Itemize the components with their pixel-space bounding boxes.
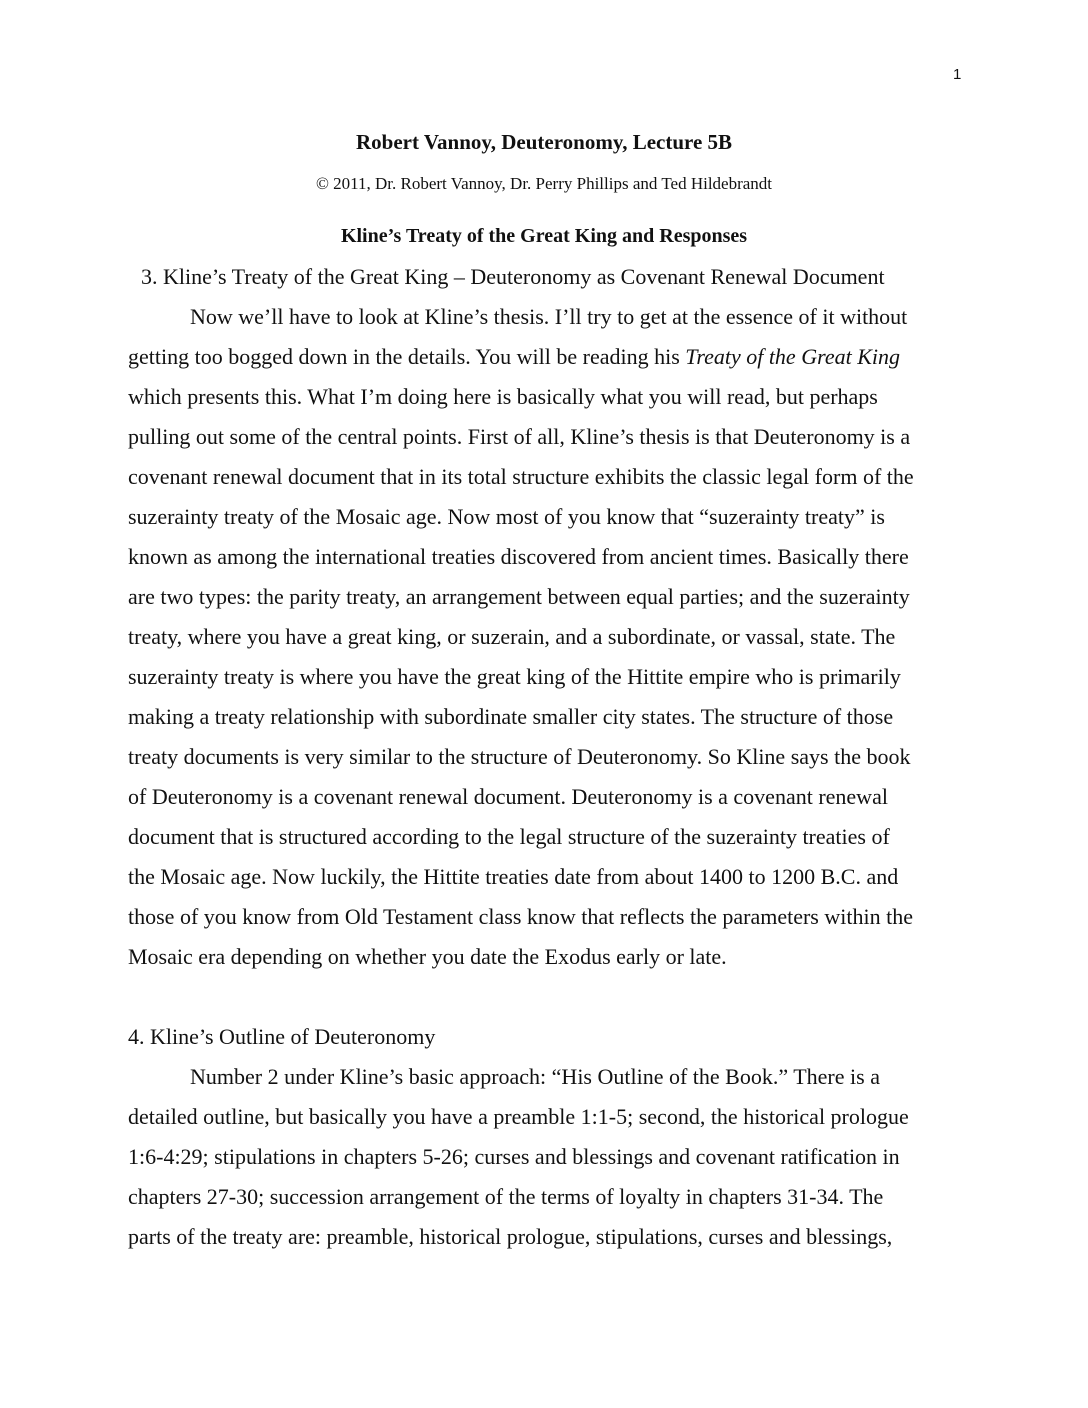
lecture-title: Robert Vannoy, Deuteronomy, Lecture 5B bbox=[355, 130, 733, 154]
paragraph-line: suzerainty treaty is where you have the great king of the Hittite empire who is primarily bbox=[128, 664, 901, 689]
paragraph-line: covenant renewal document that in its total structure exhibits the classic legal form of the bbox=[128, 464, 914, 489]
paragraph-line: of Deuteronomy is a covenant renewal document. Deuteronomy is a covenant renewal bbox=[128, 784, 888, 809]
paragraph-line: those of you know from Old Testament class know that reflects the parameters within the bbox=[128, 904, 913, 929]
paragraph-line: suzerainty treaty of the Mosaic age. Now most of you know that “suzerainty treaty” is bbox=[128, 504, 885, 529]
paragraph-line: treaty, where you have a great king, or suzerain, and a subordinate, or vassal, state. The bbox=[128, 624, 896, 649]
section-heading: Kline’s Treaty of the Great King and Responses bbox=[340, 225, 748, 247]
paragraph-line: making a treaty relationship with subordinate smaller city states. The structure of those bbox=[128, 704, 894, 729]
paragraph-line: document that is structured according to the legal structure of the suzerainty treaties of bbox=[128, 824, 890, 849]
item-4-heading: 4. Kline’s Outline of Deuteronomy bbox=[128, 1024, 436, 1049]
paragraph-line: Now we’ll have to look at Kline’s thesis. I’ll try to get at the essence of it without bbox=[190, 304, 908, 329]
paragraph-line: treaty documents is very similar to the structure of Deuteronomy. So Kline says the book bbox=[128, 744, 911, 769]
paragraph-line: chapters 27-30; succession arrangement of the terms of loyalty in chapters 31-34. The bbox=[128, 1184, 884, 1209]
paragraph-line: are two types: the parity treaty, an arrangement between equal parties; and the suzerainty bbox=[128, 584, 910, 609]
paragraph-line: pulling out some of the central points. First of all, Kline’s thesis is that Deuteronomy is a bbox=[128, 424, 911, 449]
paragraph-line: which presents this. What I’m doing here is basically what you will read, but perhaps bbox=[128, 384, 878, 409]
book-title: Treaty of the Great King bbox=[685, 344, 900, 369]
paragraph-line: Mosaic era depending on whether you date the Exodus early or late. bbox=[128, 944, 727, 969]
copyright-line: © 2011, Dr. Robert Vannoy, Dr. Perry Phillips and Ted Hildebrandt bbox=[315, 174, 773, 193]
paragraph-line: 1:6-4:29; stipulations in chapters 5-26; curses and blessings and covenant ratification in bbox=[128, 1144, 900, 1169]
paragraph-line: getting too bogged down in the details. You will be reading his Treaty of the Great King bbox=[128, 344, 900, 369]
page-number: 1 bbox=[953, 66, 962, 83]
paragraph-line: the Mosaic age. Now luckily, the Hittite treaties date from about 1400 to 1200 B.C. and bbox=[128, 864, 899, 889]
item-3-heading: 3. Kline’s Treaty of the Great King – Deuteronomy as Covenant Renewal Document bbox=[141, 264, 885, 289]
paragraph-line: known as among the international treaties discovered from ancient times. Basically there bbox=[128, 544, 909, 569]
paragraph-line: parts of the treaty are: preamble, historical prologue, stipulations, curses and blessings, bbox=[128, 1224, 893, 1249]
paragraph-line: detailed outline, but basically you have a preamble 1:1-5; second, the historical prologue bbox=[128, 1104, 909, 1129]
paragraph-line: Number 2 under Kline’s basic approach: “His Outline of the Book.” There is a bbox=[190, 1064, 880, 1089]
